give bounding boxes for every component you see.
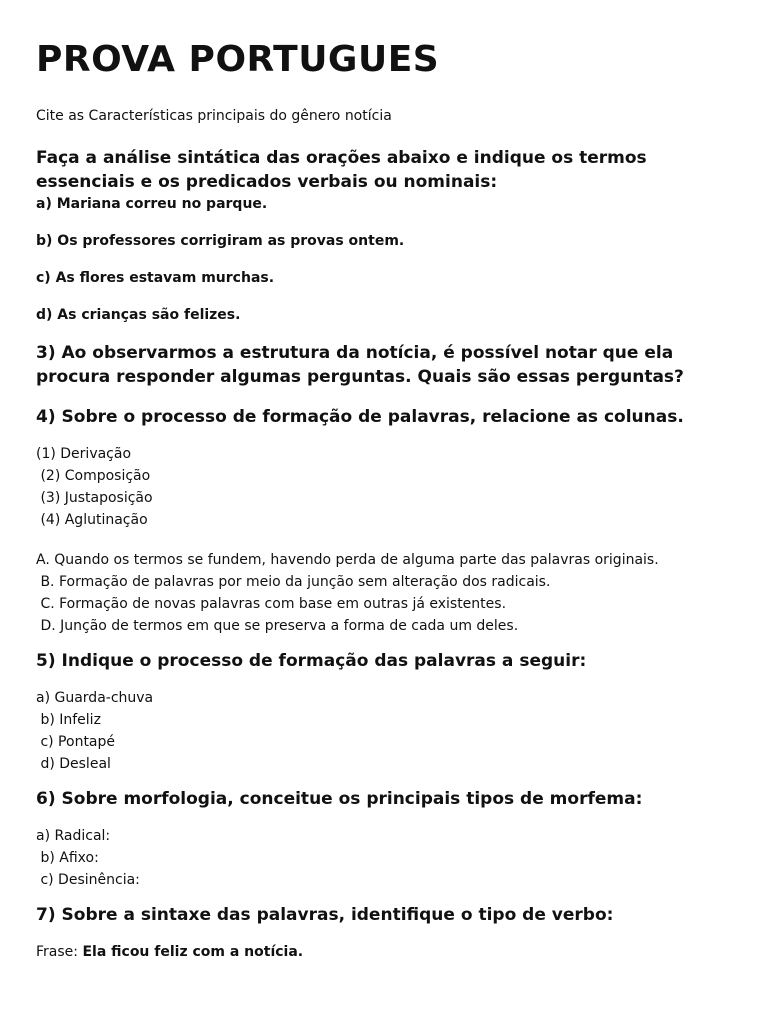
question-4-numbered-list bbox=[36, 443, 732, 531]
question-3-title: 3) Ao observarmos a estrutura da notícia, é possível notar que ela procura responder algumas perguntas. Quais são essas perguntas? bbox=[36, 343, 684, 387]
question-2-item-a: a) Mariana correu no parque. bbox=[36, 196, 268, 212]
page-title: PROVA PORTUGUES bbox=[36, 39, 440, 80]
question-7-title: 7) Sobre a sintaxe das palavras, identifique o tipo de verbo: bbox=[36, 905, 614, 925]
question-5-title: 5) Indique o processo de formação das palavras a seguir: bbox=[36, 651, 587, 671]
intro-question: Cite as Características principais do gênero notícia bbox=[36, 108, 392, 124]
list-item: (3) Justaposição bbox=[36, 490, 153, 506]
list-item: B. Formação de palavras por meio da junção sem alteração dos radicais. bbox=[36, 574, 551, 590]
list-item: (4) Aglutinação bbox=[36, 512, 148, 528]
question-7-phrase bbox=[36, 941, 732, 963]
question-5-list bbox=[36, 687, 732, 775]
list-item: b) Afixo: bbox=[36, 850, 99, 866]
list-item: A. Quando os termos se fundem, havendo perda de alguma parte das palavras originais. bbox=[36, 552, 659, 568]
question-4-title: 4) Sobre o processo de formação de palavras, relacione as colunas. bbox=[36, 407, 684, 427]
question-6-title: 6) Sobre morfologia, conceitue os principais tipos de morfema: bbox=[36, 789, 643, 809]
list-item: a) Guarda-chuva bbox=[36, 690, 154, 706]
question-2-item-c: c) As flores estavam murchas. bbox=[36, 270, 275, 286]
list-item: (2) Composição bbox=[36, 468, 151, 484]
question-2-item-d: d) As crianças são felizes. bbox=[36, 307, 241, 323]
list-item: c) Pontapé bbox=[36, 734, 116, 750]
question-2-title: Faça a análise sintática das orações abaixo e indique os termos essenciais e os predicados verbais ou nominais: bbox=[36, 148, 647, 192]
list-item: d) Desleal bbox=[36, 756, 111, 772]
list-item: (1) Derivação bbox=[36, 446, 132, 462]
question-4-lettered-list bbox=[36, 549, 732, 637]
question-6-list bbox=[36, 825, 732, 891]
list-item: C. Formação de novas palavras com base em outras já existentes. bbox=[36, 596, 507, 612]
list-item: D. Junção de termos em que se preserva a forma de cada um deles. bbox=[36, 618, 519, 634]
phrase-label: Frase: bbox=[36, 944, 83, 960]
question-2-item-b: b) Os professores corrigiram as provas ontem. bbox=[36, 233, 405, 249]
list-item: b) Infeliz bbox=[36, 712, 101, 728]
list-item: c) Desinência: bbox=[36, 872, 140, 888]
phrase-text: Ela ficou feliz com a notícia. bbox=[82, 944, 304, 960]
list-item: a) Radical: bbox=[36, 828, 111, 844]
